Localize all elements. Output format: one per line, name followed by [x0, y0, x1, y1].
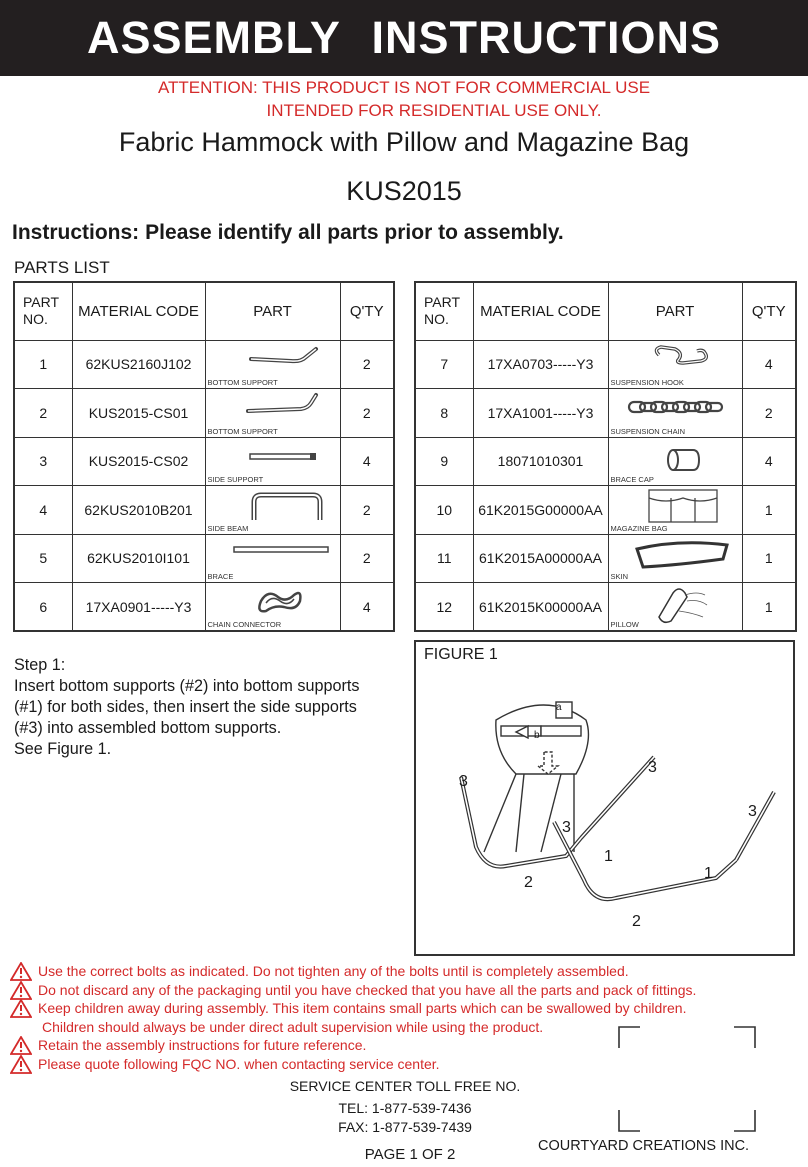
part-qty: 1 — [742, 534, 796, 583]
part-picture — [608, 437, 742, 486]
attention-line-1: ATTENTION: THIS PRODUCT IS NOT FOR COMMERCIAL USE — [157, 78, 651, 97]
part-caption: BOTTOM SUPPORT — [207, 426, 278, 436]
table-row — [415, 486, 796, 535]
fqc-number-box — [618, 1026, 756, 1132]
instructions-text: Please identify all parts prior to assembly. — [145, 221, 564, 244]
part-caption: SUSPENSION CHAIN — [610, 426, 686, 436]
part-caption: SIDE SUPPORT — [207, 475, 264, 484]
part-caption: SUSPENSION HOOK — [610, 378, 684, 387]
part-caption: SIDE BEAM — [207, 523, 249, 533]
part-number: 2 — [14, 389, 72, 438]
service-fax: FAX: 1-877-539-7439 — [338, 1119, 472, 1135]
step-line: (#3) into assembled bottom supports. — [14, 719, 282, 737]
part-number: 10 — [415, 486, 473, 535]
col-part: PART — [608, 282, 742, 340]
table-row — [415, 340, 796, 389]
warning-icon — [10, 1055, 32, 1074]
figure-label-2: 2 — [524, 874, 533, 891]
part-picture — [608, 389, 742, 438]
table-row — [14, 340, 394, 389]
part-picture — [608, 583, 742, 632]
table-row — [14, 389, 394, 438]
table-row — [415, 389, 796, 438]
parts-table-left — [13, 281, 395, 632]
part-picture — [205, 534, 340, 583]
part-caption: BRACE — [207, 572, 234, 581]
part-number: 4 — [14, 486, 72, 535]
figure-label-3: 3 — [748, 803, 757, 820]
part-qty: 1 — [742, 486, 796, 535]
warning-item: Keep children away during assembly. This item contains small parts which can be swallowed by children. — [10, 999, 800, 1018]
warning-icon — [10, 999, 32, 1018]
part-number: 9 — [415, 437, 473, 486]
part-qty: 2 — [340, 340, 394, 389]
figure-label-3: 3 — [648, 759, 657, 776]
part-number: 1 — [14, 340, 72, 389]
company-name: COURTYARD CREATIONS INC. — [538, 1138, 750, 1154]
part-caption: SKIN — [610, 572, 629, 581]
part-picture — [205, 340, 340, 389]
figure-label-1: 1 — [704, 865, 713, 882]
part-picture — [205, 583, 340, 632]
part-qty: 4 — [340, 437, 394, 486]
col-qty: Q'TY — [340, 282, 394, 340]
warning-icon — [10, 962, 32, 981]
service-tel: TEL: 1-877-539-7436 — [338, 1100, 472, 1116]
table-row — [415, 437, 796, 486]
part-caption: BRACE CAP — [610, 475, 654, 484]
assembly-diagram — [416, 642, 793, 954]
material-code: KUS2015-CS01 — [72, 389, 205, 438]
part-qty: 2 — [742, 389, 796, 438]
material-code: 61K2015K00000AA — [473, 583, 608, 632]
part-caption: CHAIN CONNECTOR — [207, 620, 282, 629]
figure-label-a: a — [556, 702, 562, 713]
skin-icon — [609, 535, 743, 583]
part-number: 6 — [14, 583, 72, 632]
material-code: 62KUS2010I101 — [72, 534, 205, 583]
table-row — [14, 534, 394, 583]
material-code: 17XA1001-----Y3 — [473, 389, 608, 438]
part-number: 11 — [415, 534, 473, 583]
figure-label-b: b — [534, 730, 540, 741]
part-qty: 4 — [340, 583, 394, 632]
part-picture — [205, 389, 340, 438]
part-number: 5 — [14, 534, 72, 583]
part-number: 12 — [415, 583, 473, 632]
col-part-no: PART NO. — [14, 282, 72, 340]
material-code: 62KUS2160J102 — [72, 340, 205, 389]
part-picture — [608, 340, 742, 389]
figure-label-3: 3 — [562, 819, 571, 836]
figure-1 — [414, 640, 795, 956]
warning-item: Use the correct bolts as indicated. Do not tighten any of the bolts until is completely assembled. — [10, 962, 800, 981]
part-qty: 4 — [742, 340, 796, 389]
instructions-heading — [12, 221, 564, 245]
attention-line-2: INTENDED FOR RESIDENTIAL USE ONLY. — [266, 101, 602, 120]
part-number: 7 — [415, 340, 473, 389]
table-row — [415, 534, 796, 583]
warning-icon — [10, 1036, 32, 1055]
col-qty: Q'TY — [742, 282, 796, 340]
part-picture — [608, 486, 742, 535]
material-code: KUS2015-CS02 — [72, 437, 205, 486]
warning-item: Do not discard any of the packaging until you have checked that you have all the parts and pack of fittings. — [10, 981, 800, 1000]
parts-list-label: PARTS LIST — [14, 258, 110, 277]
product-title: Fabric Hammock with Pillow and Magazine Bag — [118, 127, 690, 157]
warning-item: Please quote following FQC NO. when contacting service center. — [10, 1055, 800, 1074]
material-code: 62KUS2010B201 — [72, 486, 205, 535]
part-number: 3 — [14, 437, 72, 486]
figure-label-2: 2 — [632, 913, 641, 930]
step-title: Step 1: — [14, 656, 66, 674]
warning-icon — [10, 981, 32, 1000]
part-qty: 2 — [340, 534, 394, 583]
figure-label-3: 3 — [459, 773, 468, 790]
material-code: 61K2015G00000AA — [473, 486, 608, 535]
col-part-no: PART NO. — [415, 282, 473, 340]
part-caption: PILLOW — [610, 620, 639, 629]
model-number: KUS2015 — [346, 176, 462, 206]
col-part: PART — [205, 282, 340, 340]
part-caption: MAGAZINE BAG — [610, 523, 668, 533]
figure-label-1: 1 — [604, 848, 613, 865]
warning-item: Children should always be under direct adult supervision while using the product. — [42, 1018, 544, 1035]
part-qty: 2 — [340, 389, 394, 438]
table-row — [14, 583, 394, 632]
part-qty: 2 — [340, 486, 394, 535]
step-line: (#1) for both sides, then insert the side supports — [14, 698, 357, 716]
step-line: Insert bottom supports (#2) into bottom supports — [14, 677, 360, 695]
material-code: 18071010301 — [473, 437, 608, 486]
material-code: 17XA0703-----Y3 — [473, 340, 608, 389]
col-material-code: MATERIAL CODE — [72, 282, 205, 340]
table-row — [14, 486, 394, 535]
part-picture — [608, 534, 742, 583]
warning-item: Retain the assembly instructions for future reference. — [10, 1036, 800, 1055]
table-row — [14, 437, 394, 486]
part-qty: 4 — [742, 437, 796, 486]
part-caption: BOTTOM SUPPORT — [207, 378, 278, 387]
table-row — [415, 583, 796, 632]
parts-table-right — [414, 281, 797, 632]
page-number: PAGE 1 OF 2 — [364, 1146, 456, 1163]
page-banner: ASSEMBLY INSTRUCTIONS — [0, 0, 808, 76]
col-material-code: MATERIAL CODE — [473, 282, 608, 340]
step-instructions — [14, 655, 360, 760]
material-code: 17XA0901-----Y3 — [72, 583, 205, 632]
part-picture — [205, 486, 340, 535]
part-number: 8 — [415, 389, 473, 438]
instructions-label: Instructions: — [12, 221, 140, 244]
step-line: See Figure 1. — [14, 740, 112, 758]
part-picture — [205, 437, 340, 486]
service-center-label: SERVICE CENTER TOLL FREE NO. — [289, 1078, 521, 1094]
figure-title: FIGURE 1 — [424, 646, 498, 663]
part-qty: 1 — [742, 583, 796, 632]
material-code: 61K2015A00000AA — [473, 534, 608, 583]
